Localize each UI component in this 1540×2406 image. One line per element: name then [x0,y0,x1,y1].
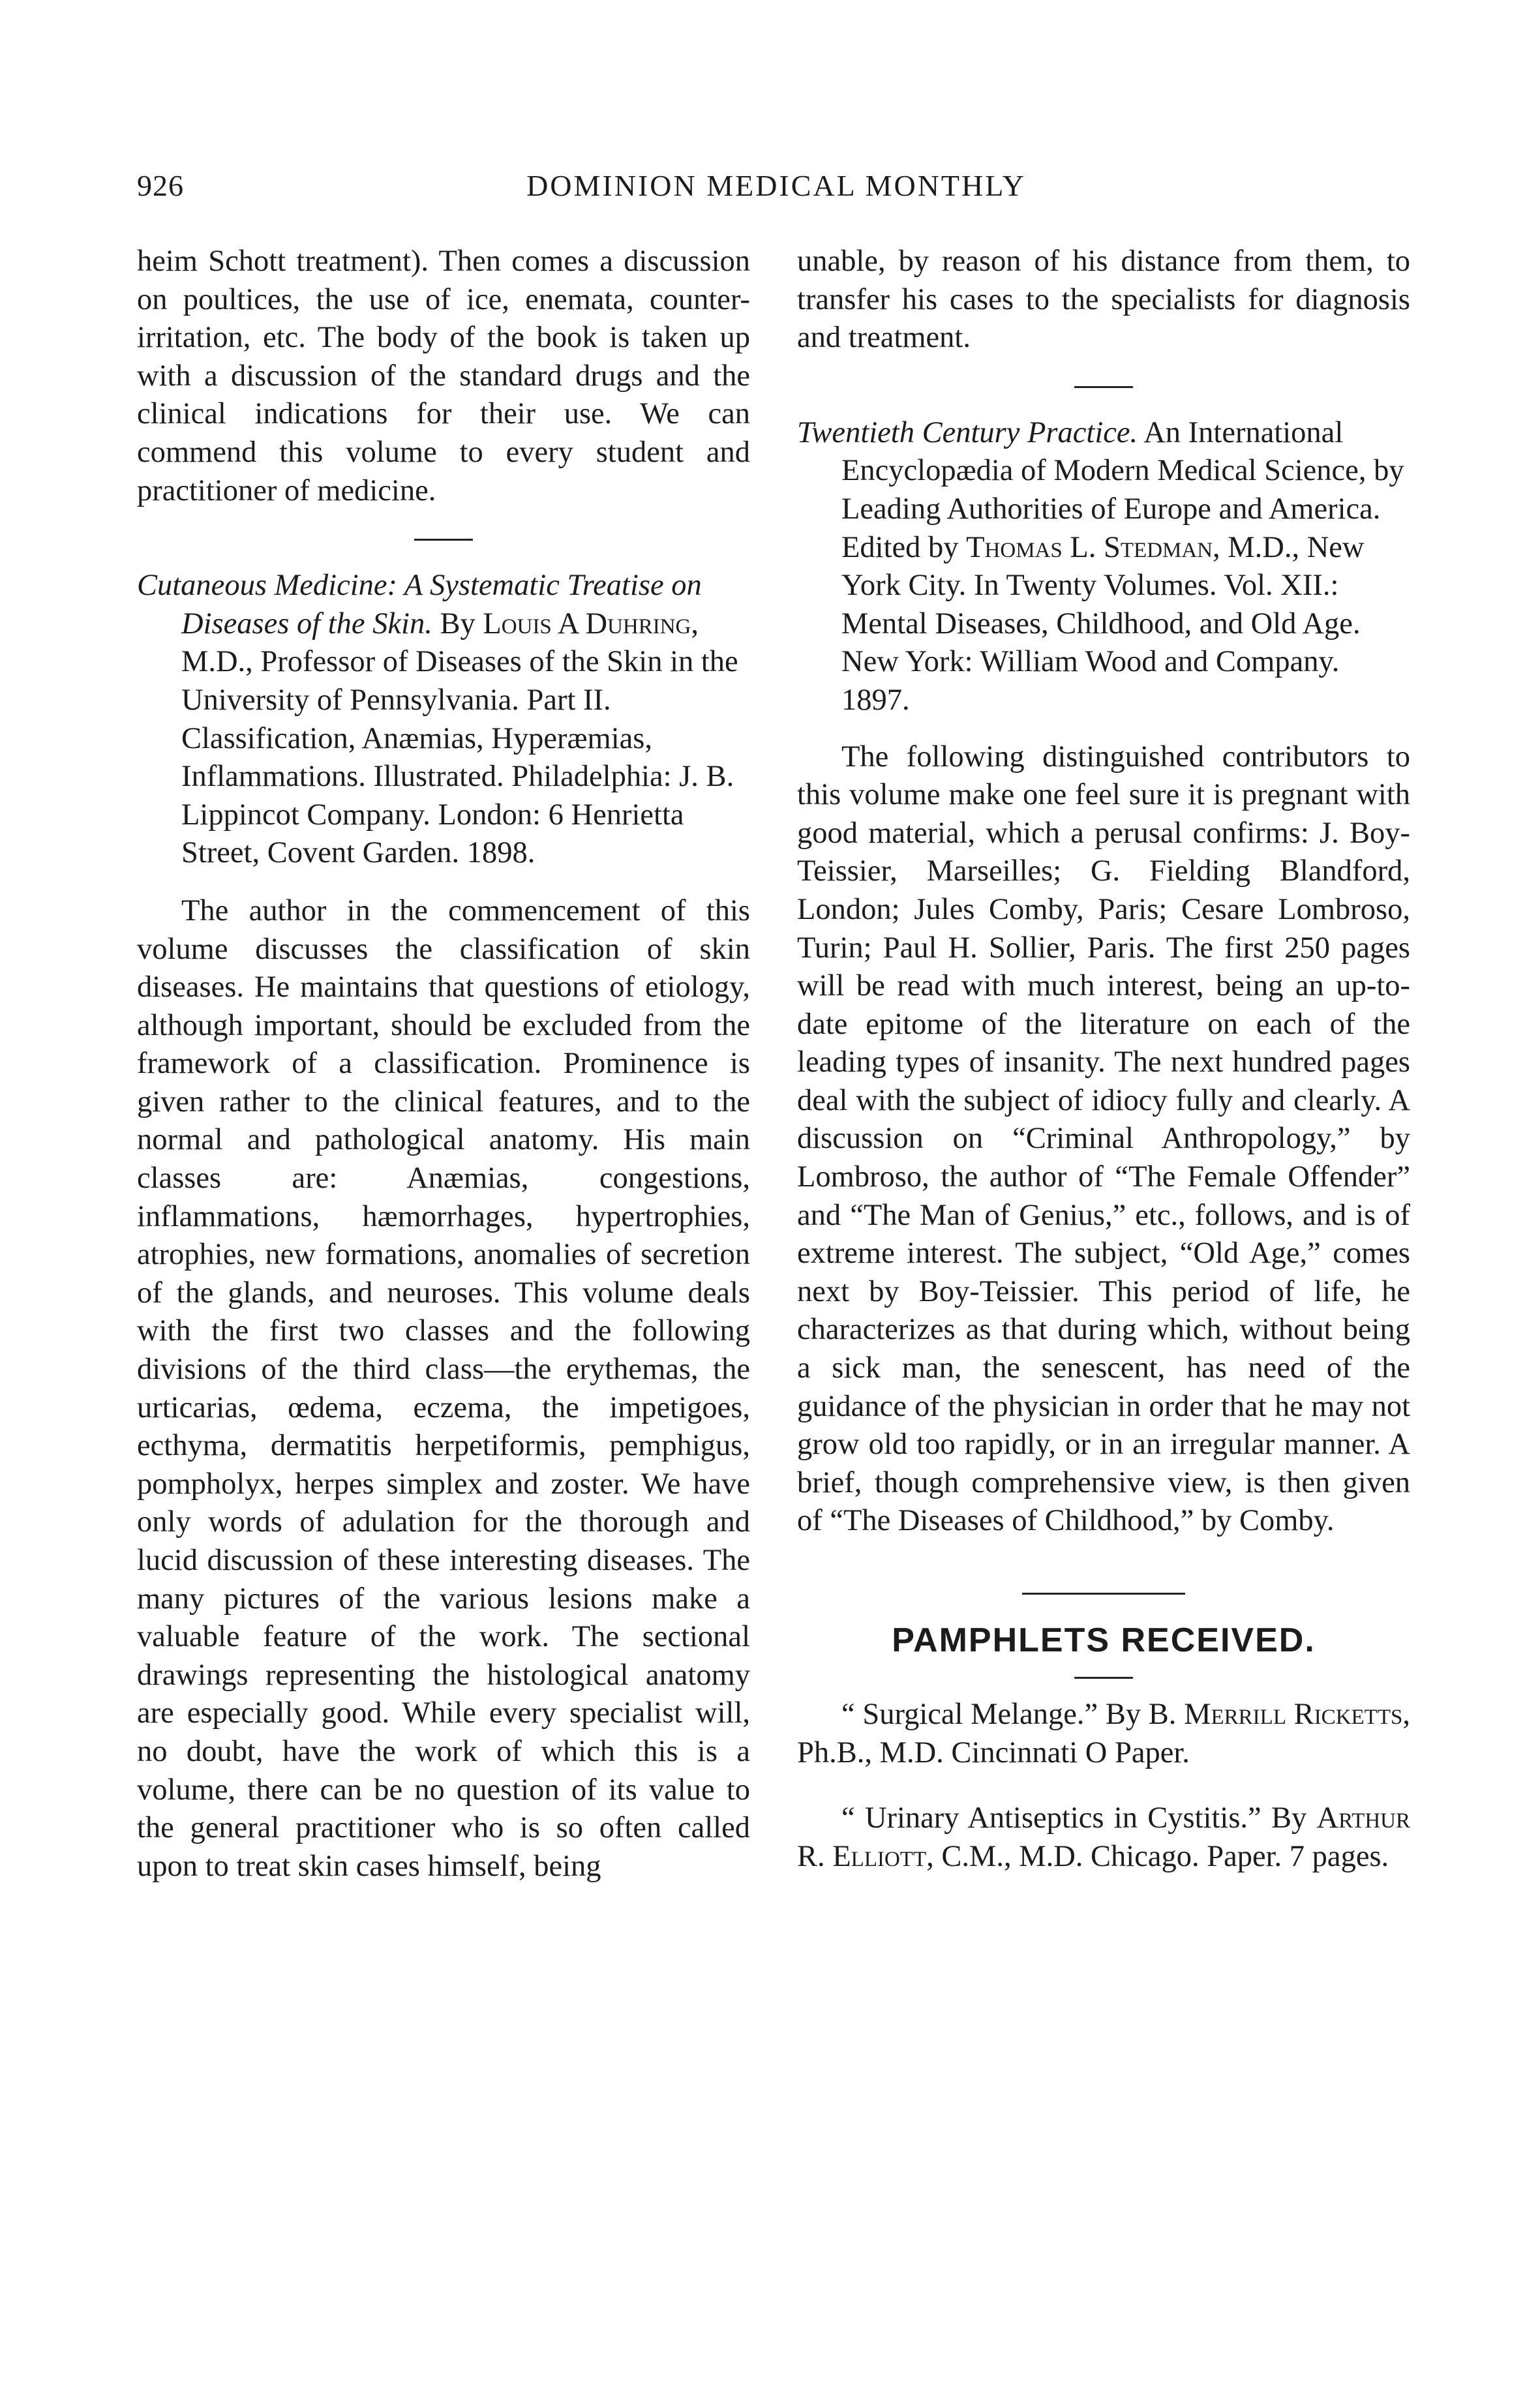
review-body: The following distinguished contributors to this volume make one feel sure it is pregnant with good material, which a perusal confirms: J. Boy-Teissier, Marseilles; G. Fielding Blandford, London; Jules Comby, Paris; Cesare Lombroso, Turin; Paul H. Sollier, Paris. The first 250 pages will be read with much interest, being an up-to-date epitome of the literature on each of the leading types of insanity. The next hundred pages deal with the subject of idiocy fully and clearly. A discussion on “Criminal Anthropology,” by Lombroso, the author of “The Female Offender” and “The Man of Genius,” etc., follows, and is of extreme interest. The subject, “Old Age,” comes next by Boy-Teissier. This period of life, he characterizes as that during which, without being a sick man, the senescent, has need of the guidance of the physician in order that he may not grow old too rapidly, or in an irregular manner. A brief, though comprehensive view, is then given of “The Diseases of Childhood,” by Comby. [797,740,1410,1538]
review-body: The author in the commencement of this volume discusses the classification of skin diseases. He maintains that questions of etiology, although important, should be excluded from the framework of a classification. Prominence is given rather to the clinical features, and to the normal and pathological anatomy. His main classes are: Anæmias, congestions, inflammations, hæmorrhages, hypertrophies, atrophies, new formations, anomalies of secretion of the glands, and neuroses. This volume deals with the first two classes and the following divisions of the third class—the erythemas, the urticarias, œdema, eczema, the impetigoes, ecthyma, dermatitis herpetiformis, pemphigus, pompholyx, herpes simplex and zoster. We have only words of adulation for the thorough and lucid discussion of these interesting diseases. The many pictures of the various lesions make a valuable feature of the work. The sectional drawings representing the histological anatomy are especially good. While every specialist will, no doubt, have the work of which this is a volume, there can be no question of its value to the general practitioner who is so often called upon to treat skin cases himself, being [137,894,750,1883]
citation-by: By [440,607,476,640]
book-editor: Thomas L. Stedman [966,530,1213,564]
pamphlet-item [797,1696,1410,1772]
book-title: Cutaneous Medicine: A Systematic Treatise on Diseases of the Skin. [137,569,702,640]
pamphlet-author: Arthur R. Elliott [797,1801,1410,1873]
pamphlet-details: , C.M., M.D. Chicago. Paper. 7 pages. [926,1839,1389,1873]
citation-intro: An International Encyclopædia of Modern Medical Science, by Leading Authorities of Europe and America. Edited by [841,415,1404,564]
left-column [137,243,750,1886]
journal-title: DOMINION MEDICAL MONTHLY [526,169,1026,202]
citation-details: , M.D., New York City. In Twenty Volumes. Vol. XII.: Mental Diseases, Childhood, and Old Age. New York: William Wood and Company. 1897. [841,530,1365,717]
running-head [137,168,1415,220]
page-number: 926 [137,169,184,202]
pamphlets-heading: PAMPHLETS RECEIVED. [892,1621,1316,1659]
pamphlet-details: , Ph.B., M.D. Cincinnati O Paper. [797,1698,1410,1769]
book-citation-twentieth-century-practice [797,414,1410,720]
pamphlet-title: “ Surgical Melange.” By [841,1698,1149,1731]
previous-review-conclusion: heim Schott treatment). Then comes a discussion on poultices, the use of ice, enemata, counter-irritation, etc. The body of the book is taken up with a discussion of the standard drugs and the clinical indications for their use. We can commend this volume to every student and practitioner of medicine. [137,245,750,507]
book-title: Twentieth Century Practice. [797,415,1138,449]
pamphlet-author: B. Merrill Ricketts [1148,1698,1403,1731]
pamphlet-title: “ Urinary Antiseptics in Cystitis.” By [841,1801,1317,1835]
book-author: Louis A Duhring [483,607,691,640]
citation-details: , M.D., Professor of Diseases of the Skin in the University of Pennsylvania. Part II. Classification, Anæmias, Hyperæmias, Inflammations. Illustrated. Philadelphia: J. B. Lippincot Company. London: 6 Henrietta Street, Covent Garden. 1898. [181,607,738,870]
review-conclusion: unable, by reason of his distance from them, to transfer his cases to the specialists for diagnosis and treatment. [797,245,1410,355]
pamphlet-item [797,1799,1410,1876]
right-column [797,243,1410,1876]
book-citation-cutaneous-medicine [137,567,750,873]
